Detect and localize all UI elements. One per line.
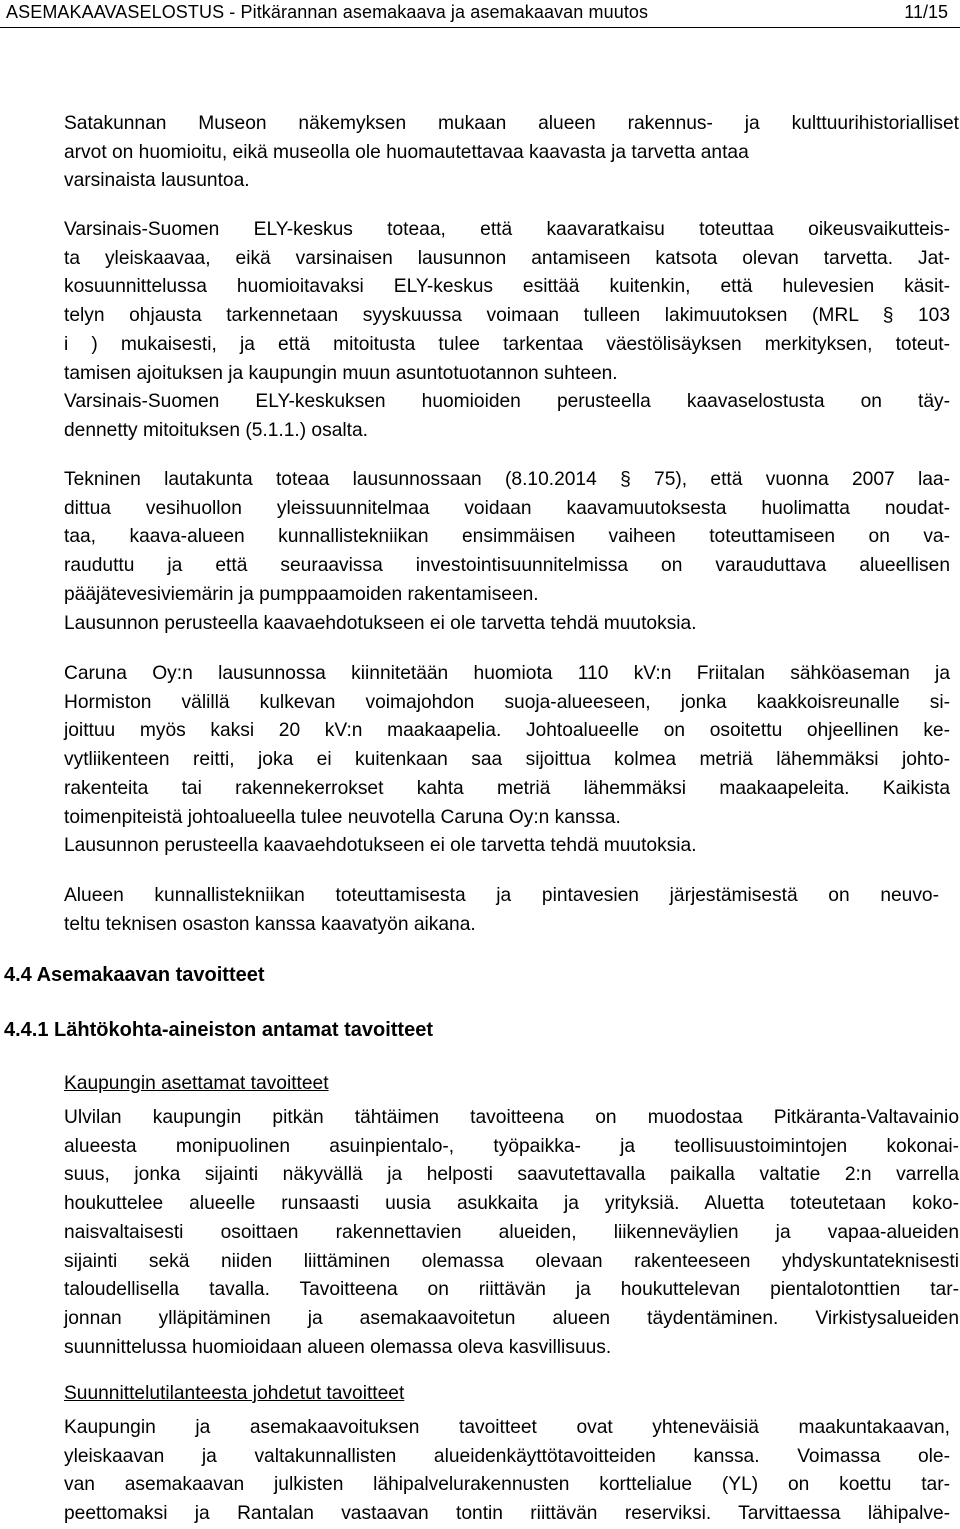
text-line: Ulvilan kaupungin pitkän tähtäimen tavoitteena on muodostaa Pitkäranta-Valtavainio	[64, 1107, 959, 1128]
text-line: van asemakaavan julkisten lähipalvelurakennusten korttelialue (YL) on koettu tar-	[64, 1474, 950, 1496]
text-line: sijainti sekä niiden liittäminen olemassa olevaan rakenteeseen yhdyskuntateknisesti	[64, 1250, 959, 1272]
text-line: peettomaksi ja Rantalan vastaavan tontin riittävän reserviksi. Tarvittaessa lähipalve-	[64, 1503, 950, 1525]
page-number: 11/15	[904, 2, 948, 22]
text-line: alueesta monipuolinen asuinpientalo-, työpaikka- ja teollisuustoimintojen kokonai-	[64, 1135, 959, 1157]
text-line: telyn ohjausta tarkennetaan syyskuussa voimaan tulleen lakimuutoksen (MRL § 103	[64, 305, 950, 327]
paragraph-ely	[64, 216, 950, 446]
text-line: kosuunnittelussa huomioitavaksi ELY-keskus esittää kuitenkin, että hulevesien käsit-	[64, 276, 950, 298]
paragraph-tekninen	[64, 466, 950, 638]
text-line: teltu teknisen osaston kanssa kaavatyön aikana.	[64, 913, 476, 935]
text-line: arvot on huomioitu, eikä museolla ole huomautettavaa kaavasta ja tarvetta antaa	[64, 141, 749, 163]
text-line: rakenteita tai rakennekerrokset kahta metriä lähemmäksi maakaapeleita. Kaikista	[64, 777, 950, 799]
paragraph-alueen	[64, 882, 939, 939]
text-line: pääjätevesiviemärin ja pumppaamoiden rakentamiseen.	[64, 583, 539, 605]
text-line: dittua vesihuollon yleissuunnitelmaa voidaan kaavamuutoksesta huolimatta noudat-	[64, 497, 950, 519]
text-line: jonnan ylläpitäminen ja asemakaavoitetun alueen täydentäminen. Virkistysalueiden	[64, 1307, 959, 1329]
text-line: Lausunnon perusteella kaavaehdotukseen ei ole tarvetta tehdä muutoksia.	[64, 835, 697, 857]
text-line: taa, kaava-alueen kunnallistekniikan ensimmäisen vaiheen toteuttamiseen on va-	[64, 526, 950, 548]
subheading-suunnittelu: Suunnittelutilanteesta johdetut tavoitteet	[64, 1383, 405, 1404]
text-line: yleiskaavan ja valtakunnallisten alueidenkäyttötavoitteiden kanssa. Voimassa ole-	[64, 1445, 950, 1467]
text-line: suus, jonka sijainti näkyvällä ja helposti saavutettavalla paikalla valtatie 2:n varrella	[64, 1164, 959, 1186]
text-line: joittuu myös kaksi 20 kV:n maakaapelia. Johtoalueelle on osoitettu ohjeellinen ke-	[64, 720, 950, 742]
text-line: vytliikenteen reitti, joka ei kuitenkaan saa sijoittua kolmea metriä lähemmäksi johto-	[64, 749, 950, 771]
text-line: rauduttu ja että seuraavissa investointisuunnitelmissa on varauduttava alueellisen	[64, 555, 950, 577]
text-line: i ) mukaisesti, ja että mitoitusta tulee tarkentaa väestölisäyksen merkityksen, toteut-	[64, 333, 950, 355]
text-line: houkuttelee alueelle runsaasti uusia asukkaita ja yrityksiä. Aluetta toteutetaan koko-	[64, 1193, 959, 1215]
paragraph-museum	[64, 110, 959, 196]
text-line: Lausunnon perusteella kaavaehdotukseen ei ole tarvetta tehdä muutoksia.	[64, 612, 697, 634]
paragraph-kaupunki	[64, 1414, 950, 1529]
section-heading: 4.4 Asemakaavan tavoitteet	[4, 964, 265, 986]
document-title: ASEMAKAAVASELOSTUS - Pitkärannan asemakaava ja asemakaavan muutos	[6, 2, 649, 22]
text-line: Hormiston välillä kulkevan voimajohdon suoja-alueeseen, jonka kaakkoisreunalle si-	[64, 691, 950, 713]
text-line: dennetty mitoituksen (5.1.1.) osalta.	[64, 419, 368, 441]
text-line: ta yleiskaavaa, eikä varsinaisen lausunnon antamiseen katsota olevan tarvetta. Jat-	[64, 247, 950, 269]
text-line: Satakunnan Museon näkemyksen mukaan alueen rakennus- ja kulttuurihistorialliset	[64, 113, 959, 134]
text-line: naisvaltaisesti osoittaen rakennettavien alueiden, liikenneväylien ja vapaa-alueiden	[64, 1221, 959, 1243]
text-line: toimenpiteistä johtoalueella tulee neuvotella Caruna Oy:n kanssa.	[64, 806, 621, 828]
page-header	[0, 0, 960, 28]
text-line: taloudellisella tavalla. Tavoitteena on riittävän ja houkuttelevan pientalotonttien tar-	[64, 1279, 959, 1301]
text-line: Kaupungin ja asemakaavoituksen tavoitteet ovat yhteneväisiä maakuntakaavan,	[64, 1417, 950, 1438]
text-line: Alueen kunnallistekniikan toteuttamisesta ja pintavesien järjestämisestä on neuvo-	[64, 885, 939, 906]
text-line: tamisen ajoituksen ja kaupungin muun asuntotuotannon suhteen.	[64, 362, 618, 384]
paragraph-ulvila	[64, 1104, 959, 1362]
subsection-heading: 4.4.1 Lähtökohta-aineiston antamat tavoitteet	[4, 1019, 433, 1041]
text-line: Varsinais-Suomen ELY-keskus toteaa, että kaavaratkaisu toteuttaa oikeusvaikutteis-	[64, 219, 950, 240]
text-line: suunnittelussa huomioidaan alueen olemassa oleva kasvillisuus.	[64, 1336, 612, 1358]
text-line: varsinaista lausuntoa.	[64, 170, 250, 192]
text-line: Varsinais-Suomen ELY-keskuksen huomioiden perusteella kaavaselostusta on täy-	[64, 391, 950, 413]
subheading-kaupungin: Kaupungin asettamat tavoitteet	[64, 1073, 329, 1094]
paragraph-caruna	[64, 660, 950, 861]
text-line: Caruna Oy:n lausunnossa kiinnitetään huomiota 110 kV:n Friitalan sähköaseman ja	[64, 663, 950, 684]
text-line: Tekninen lautakunta toteaa lausunnossaan (8.10.2014 § 75), että vuonna 2007 laa-	[64, 469, 950, 490]
